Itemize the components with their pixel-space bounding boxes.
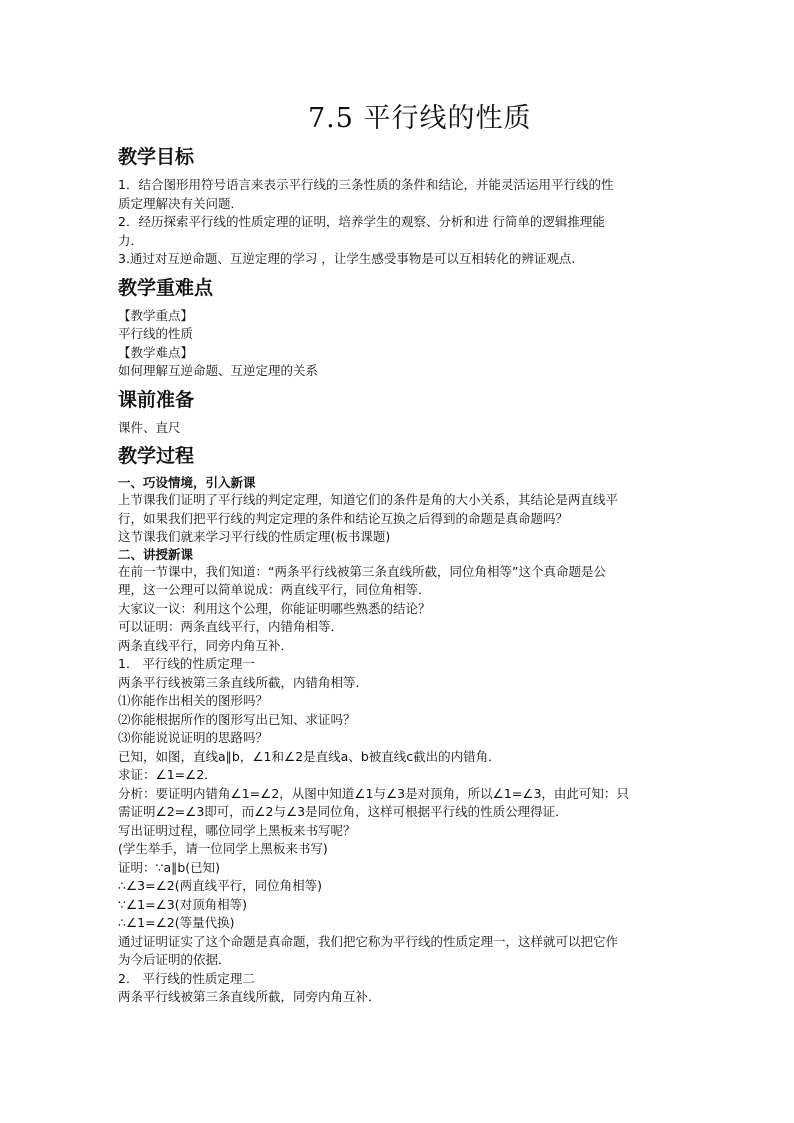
- paragraph-line: 为今后证明的依据．: [118, 952, 231, 967]
- paragraph-line: 证明：∵a∥b(已知): [118, 859, 221, 875]
- paragraph-line: 上节课我们证明了平行线的判定定理，知道它们的条件是角的大小关系，其结论是两直线平: [118, 492, 619, 507]
- paragraph-line: 求证：∠1=∠2．: [118, 767, 217, 782]
- paragraph-line: 已知，如图，直线a∥b，∠1和∠2是直线a、b被直线c截出的内错角．: [118, 748, 501, 764]
- paragraph-line: 行，如果我们把平行线的判定定理的条件和结论互换之后得到的命题是真命题吗？: [118, 510, 569, 526]
- section-heading-preparation: 课前准备: [118, 388, 195, 411]
- subsection-heading: 一、巧设情境，引入新课: [118, 475, 256, 490]
- paragraph-line: 大家议一议：利用这个公理，你能证明哪些熟悉的结论？: [118, 600, 431, 616]
- paragraph-line: 2． 平行线的性质定理二: [118, 970, 255, 986]
- paragraph-line: 2．经历探索平行线的性质定理的证明，培养学生的观察、分析和进 行简单的逻辑推理能: [118, 214, 605, 229]
- paragraph-line: ∴∠3=∠2(两直线平行，同位角相等): [118, 878, 322, 893]
- document-page: [118, 96, 678, 1007]
- paragraph-line: 如何理解互逆命题、互逆定理的关系: [118, 363, 319, 378]
- paragraph-line: 这节课我们就来学习平行线的性质定理(板书课题): [118, 529, 391, 544]
- paragraph-line: 可以证明：两条直线平行，内错角相等．: [118, 619, 344, 634]
- subsection-heading: 二、讲授新课: [118, 546, 194, 562]
- paragraph-line: 分析：要证明内错角∠1=∠2，从图中知道∠1与∠3是对顶角，所以∠1=∠3，由此可知：只: [118, 785, 629, 801]
- paragraph-line: ∵∠1=∠3(对顶角相等): [118, 896, 247, 912]
- paragraph-line: 写出证明过程，哪位同学上黑板来书写呢？: [118, 822, 356, 838]
- paragraph-line: 两条直线平行，同旁内角互补．: [118, 637, 294, 653]
- section-heading-key-points: 教学重难点: [118, 276, 214, 299]
- paragraph-line: 两条平行线被第三条直线所截，同旁内角互补．: [118, 989, 381, 1004]
- paragraph-line: (学生举手，请一位同学上黑板来书写): [118, 841, 328, 856]
- paragraph-line: 1．结合图形用符号语言来表示平行线的三条性质的条件和结论，并能灵活运用平行线的性: [118, 177, 614, 192]
- paragraph-line: 理，这一公理可以简单说成：两直线平行，同位角相等．: [118, 582, 431, 597]
- paragraph-line: ⑴你能作出相关的图形吗？: [118, 693, 269, 708]
- paragraph-line: 【教学难点】: [118, 344, 194, 360]
- paragraph-line: ⑶你能说说证明的思路吗？: [118, 730, 269, 745]
- page-title: 7.5 平行线的性质: [308, 103, 532, 134]
- paragraph-line: 需证明∠2=∠3即可，而∠2与∠3是同位角，这样可根据平行线的性质公理得证．: [118, 804, 568, 819]
- section-heading-process: 教学过程: [118, 445, 195, 467]
- paragraph-line: 力．: [118, 232, 144, 248]
- paragraph-line: 1． 平行线的性质定理一: [118, 656, 255, 671]
- paragraph-line: 【教学重点】: [118, 307, 194, 323]
- paragraph-line: 两条平行线被第三条直线所截，内错角相等．: [118, 674, 369, 690]
- paragraph-line: ∴∠1=∠2(等量代换): [118, 915, 235, 930]
- paragraph-line: 3.通过对互逆命题、互逆定理的学习 ，让学生感受事物是可以互相转化的辨证观点．: [118, 251, 584, 266]
- paragraph-line: 在前一节课中，我们知道：“两条平行线被第三条直线所截，同位角相等”这个真命题是公: [118, 563, 606, 579]
- paragraph-line: 课件、直尺: [118, 419, 181, 435]
- paragraph-line: 质定理解决有关问题．: [118, 195, 244, 211]
- paragraph-line: 平行线的性质: [118, 326, 194, 341]
- section-heading-objectives: 教学目标: [118, 146, 195, 168]
- paragraph-line: ⑵你能根据所作的图形写出已知、求证吗？: [118, 711, 356, 727]
- paragraph-line: 通过证明证实了这个命题是真命题，我们把它称为平行线的性质定理一，这样就可以把它作: [118, 933, 619, 949]
